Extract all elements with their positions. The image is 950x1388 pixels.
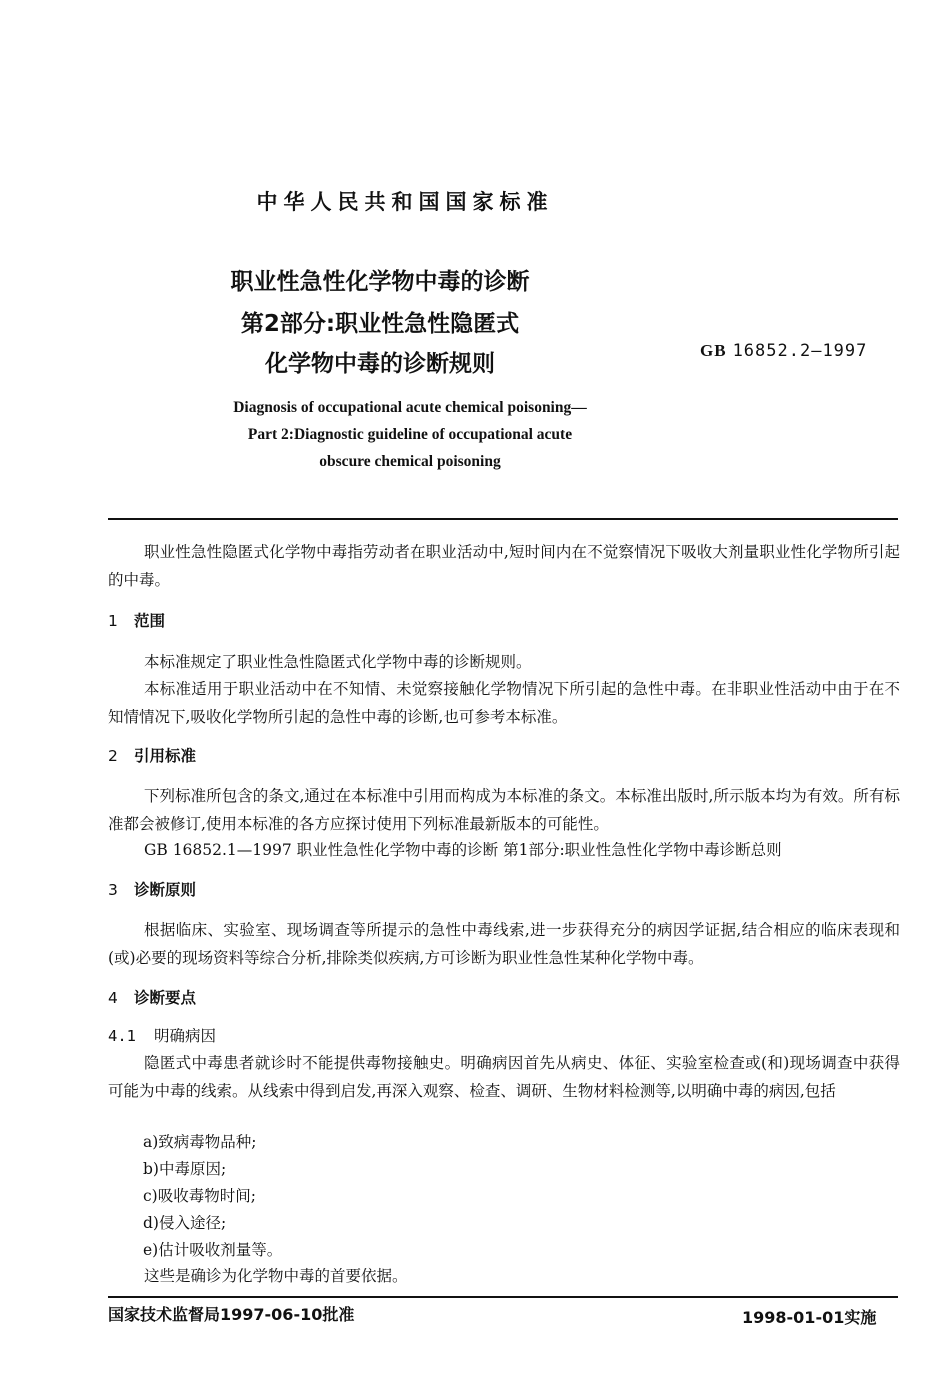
referenced-standard: GB 16852.1—1997 职业性急性化学物中毒的诊断 第1部分:职业性急性化学物中毒诊断总则 [144,841,782,859]
title-en-line2: Part 2:Diagnostic guideline of occupational acute [247,426,573,443]
section-1-paragraph-2: 本标准适用于职业活动中在不知情、未觉察接触化学物情况下所引起的急性中毒。在非职业性活动中由于在不知情情况下,吸收化学物所引起的急性中毒的诊断,也可参考本标准。 [108,680,900,726]
national-standard-label: 中华人民共和国国家标准 [256,190,554,214]
section-4-title: 诊断要点 [134,989,197,1007]
footer-divider [108,1296,898,1298]
list-item: e)估计吸收剂量等。 [143,1241,283,1259]
gb-prefix: GB [700,341,727,360]
title-en-line3: obscure chemical poisoning [319,453,501,470]
intro-paragraph: 职业性急性隐匿式化学物中毒指劳动者在职业活动中,短时间内在不觉察情况下吸收大剂量职业性化学物所引起的中毒。 [108,543,900,589]
effective-date: 1998-01-01实施 [742,1308,877,1327]
approval-date: 国家技术监督局1997-06-10批准 [108,1305,355,1324]
section-1-paragraph-1: 本标准规定了职业性急性隐匿式化学物中毒的诊断规则。 [144,653,532,671]
list-item: d)侵入途径; [143,1214,227,1232]
section-1-number: 1 [108,612,118,630]
section-3-paragraph: 根据临床、实验室、现场调查等所提示的急性中毒线索,进一步获得充分的病因学证据,结合相应的临床表现和(或)必要的现场资料等综合分析,排除类似疾病,方可诊断为职业性急性某种化学物中毒。 [108,921,900,967]
gb-number: 16852.2—1997 [732,341,868,361]
list-item: b)中毒原因; [143,1160,227,1178]
section-2-title: 引用标准 [134,747,197,765]
subsection-4-1-heading [108,1024,216,1046]
standard-number [700,341,867,361]
section-4-paragraph-2: 这些是确诊为化学物中毒的首要依据。 [144,1267,408,1285]
section-3-heading [108,878,196,900]
subsection-4-1-number: 4.1 [108,1027,136,1045]
section-4-heading [108,986,196,1008]
subsection-4-1-title: 明确病因 [154,1027,217,1045]
section-2-heading [108,744,196,766]
section-2-number: 2 [108,747,118,765]
section-1-heading [108,609,165,631]
section-2-paragraph: 下列标准所包含的条文,通过在本标准中引用而构成为本标准的条文。本标准出版时,所示版本均为有效。所有标准都会被修订,使用本标准的各方应探讨使用下列标准最新版本的可能性。 [108,787,900,833]
title-cn-line3: 化学物中毒的诊断规则 [265,351,495,377]
section-4-number: 4 [108,989,118,1007]
title-cn-line2: 第2部分:职业性急性隐匿式 [240,311,520,337]
header-divider [108,518,898,520]
section-4-paragraph-1: 隐匿式中毒患者就诊时不能提供毒物接触史。明确病因首先从病史、体征、实验室检查或(和)现场调查中获得可能为中毒的线索。从线索中得到启发,再深入观察、检查、调研、生物材料检测等,以明确中毒的病因,包括 [108,1054,900,1100]
section-1-title: 范围 [134,612,166,630]
title-en-line1: Diagnosis of occupational acute chemical poisoning— [233,399,587,416]
section-3-title: 诊断原则 [134,881,197,899]
list-item: a)致病毒物品种; [143,1133,257,1151]
list-item: c)吸收毒物时间; [143,1187,256,1205]
title-cn-line1: 职业性急性化学物中毒的诊断 [230,269,530,295]
section-3-number: 3 [108,881,118,899]
